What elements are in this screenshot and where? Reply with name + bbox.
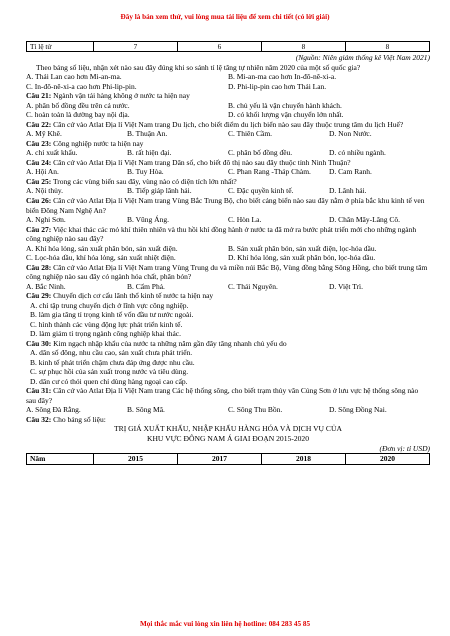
question-number: Câu 25: bbox=[26, 176, 52, 186]
answer-options bbox=[26, 215, 430, 225]
question-number: Câu 27: bbox=[26, 224, 52, 234]
answer-options bbox=[26, 348, 430, 386]
answer-option: C. In-đô-nê-xi-a cao hơn Phi-lip-pin. bbox=[26, 81, 137, 91]
question-q28 bbox=[26, 263, 430, 292]
answer-option: A. Nội thủy. bbox=[26, 186, 64, 196]
table-title-line: TRỊ GIÁ XUẤT KHẨU, NHẬP KHẨU HÀNG HÓA VÀ DỊCH VỤ CỦA bbox=[114, 424, 342, 434]
document-page bbox=[26, 41, 430, 465]
answer-option: B. Sông Mã. bbox=[127, 405, 165, 415]
answer-options bbox=[26, 244, 430, 263]
question-text: Căn cứ vào Atlat Địa lí Việt Nam trang Dân số, cho biết đô thị nào sau đây thuộc tỉnh Ninh Thuận? bbox=[51, 157, 351, 167]
table-header-row bbox=[27, 454, 430, 465]
table-source: (Nguồn: Niên giám thống kê Việt Nam 2021) bbox=[295, 53, 430, 63]
question-text: Ngành vận tải hàng không ở nước ta hiện nay bbox=[51, 91, 190, 101]
answer-option: A. Bắc Ninh. bbox=[26, 281, 66, 291]
answer-options bbox=[26, 148, 430, 158]
answer-options bbox=[26, 72, 430, 91]
answer-option: C. Sông Thu Bồn. bbox=[228, 405, 283, 415]
question-text: Trong các vùng biển sau đây, vùng nào có diện tích lớn nhất? bbox=[51, 176, 237, 186]
answer-option: A. chỉ tập trung chuyển dịch ở lĩnh vực công nghiệp. bbox=[30, 300, 189, 310]
preview-banner: Đây là bản xem thử, vui lòng mua tài liệu để xem chi tiết (có lời giải) bbox=[120, 13, 330, 21]
question-number: Câu 29: bbox=[26, 291, 52, 301]
question-text: Chuyển dịch cơ cấu lãnh thổ kinh tế nước ta hiện nay bbox=[51, 291, 214, 301]
question-stem bbox=[26, 415, 430, 425]
question-q29 bbox=[26, 291, 430, 339]
answer-option: A. Sông Đà Rằng. bbox=[26, 405, 81, 415]
question-q25 bbox=[26, 177, 430, 196]
answer-option: A. dân số đông, nhu cầu cao, sản xuất chưa phát triển. bbox=[30, 348, 193, 358]
question-text: Căn cứ vào Atlat Địa lí Việt Nam trang Vùng Trung du và miền núi Bắc Bộ, Vùng đồng bằng Sông Hồng, cho biết trung tâm công nghiệp nào sau đây có ngành hóa chất, phân bón? bbox=[26, 262, 428, 282]
answer-option: A. phân bố đồng đều trên cả nước. bbox=[26, 100, 130, 110]
question-q23 bbox=[26, 139, 430, 158]
question-stem bbox=[26, 139, 430, 149]
answer-options bbox=[26, 186, 430, 196]
question-number: Câu 28: bbox=[26, 262, 52, 272]
question-text: Căn cứ vào Atlat Địa lí Việt Nam trang Vùng Bắc Trung Bộ, cho biết cảng biển nào sau đây nằm ở phía bắc khu kinh tế ven biển Đông Nam Nghệ An? bbox=[26, 196, 425, 215]
question-q30 bbox=[26, 339, 430, 387]
question-stem bbox=[26, 386, 430, 405]
answer-option: A. Thái Lan cao hơn Mi-an-ma. bbox=[26, 72, 122, 82]
table-header-cell: Năm bbox=[27, 454, 94, 465]
question-stem bbox=[26, 339, 430, 349]
answer-option: C. Thái Nguyên. bbox=[228, 281, 278, 291]
answer-option: C. Đặc quyền kinh tế. bbox=[228, 186, 294, 196]
question-number: Câu 26: bbox=[26, 196, 52, 205]
question-stem bbox=[26, 196, 430, 215]
trade-table bbox=[26, 453, 430, 465]
question-stem bbox=[26, 63, 430, 73]
question-text: Theo bảng số liệu, nhận xét nào sau đây đúng khi so sánh tỉ lệ tăng tự nhiên năm 2020 của một số quốc gia? bbox=[36, 62, 361, 72]
answer-option: A. Hội An. bbox=[26, 167, 59, 177]
table-row bbox=[27, 42, 430, 52]
question-number: Câu 30: bbox=[26, 338, 52, 348]
answer-option: B. Tiếp giáp lãnh hải. bbox=[127, 186, 192, 196]
answer-option: B. Tuy Hòa. bbox=[127, 167, 164, 177]
question-q24 bbox=[26, 158, 430, 177]
answer-option: B. làm gia tăng tỉ trọng kinh tế vốn đầu tư nước ngoài. bbox=[30, 310, 194, 320]
question-q22 bbox=[26, 120, 430, 139]
question-text: Việc khai thác các mỏ khí thiên nhiên và thu hồi khí đồng hành ở nước ta đã mở ra bước phát triển mới cho những ngành công nghiệp nào sau đây? bbox=[26, 224, 417, 244]
question-list bbox=[26, 63, 430, 425]
table-cell: 6 bbox=[178, 42, 262, 52]
table-unit: (Đơn vị: tỉ USD) bbox=[379, 443, 430, 453]
answer-option: D. Non Nước. bbox=[329, 129, 372, 139]
question-stem bbox=[26, 177, 430, 187]
table-title bbox=[26, 424, 430, 443]
question-stem bbox=[26, 263, 430, 282]
answer-option: B. kinh tế phát triển chậm chưa đáp ứng được nhu cầu. bbox=[30, 357, 195, 367]
answer-option: D. Sông Đồng Nai. bbox=[329, 405, 387, 415]
question-number: Câu 21: bbox=[26, 91, 52, 101]
question-text: Căn cứ vào Atlat Địa lí Việt Nam trang Du lịch, cho biết điểm du lịch biển nào sau đây thuộc trung tâm du lịch Huế? bbox=[51, 119, 404, 129]
answer-option: A. Nghi Sơn. bbox=[26, 215, 66, 225]
answer-option: A. Mỹ Khê. bbox=[26, 129, 62, 139]
answer-option: D. dân cư có thói quen chỉ dùng hàng ngoại cao cấp. bbox=[30, 376, 188, 386]
question-q31 bbox=[26, 386, 430, 415]
answer-option: B. Cẩm Phả. bbox=[127, 281, 165, 291]
question-text: Công nghiệp nước ta hiện nay bbox=[51, 138, 144, 148]
stats-table-fragment bbox=[26, 41, 430, 52]
question-text: Kim ngạch nhập khẩu của nước ta những năm gần đây tăng nhanh chủ yếu do bbox=[51, 338, 287, 348]
table-cell: 7 bbox=[94, 42, 178, 52]
answer-option: D. Khí hóa lỏng, sản xuất phân bón, lọc-hóa dầu. bbox=[228, 253, 376, 263]
answer-option: D. Phi-lip-pin cao hơn Thái Lan. bbox=[228, 81, 327, 91]
hotline-banner: Mọi thắc mắc vui lòng xin liên hệ hotline: 084 283 45 85 bbox=[139, 620, 311, 628]
question-number: Câu 31: bbox=[26, 386, 52, 396]
answer-option: D. Lãnh hải. bbox=[329, 186, 367, 196]
answer-options bbox=[26, 282, 430, 292]
question-q21pre bbox=[26, 63, 430, 92]
question-text: Căn cứ vào Atlat Địa lí Việt Nam trang Các hệ thống sông, cho biết trạm thủy văn Củng Sơn ở lưu vực hệ thống sông nào sau đây? bbox=[26, 386, 419, 405]
table-cell: 8 bbox=[346, 42, 430, 52]
answer-option: C. Lọc-hóa dầu, khí hóa lỏng, sản xuất nhiệt điện. bbox=[26, 253, 176, 263]
table-cell: 8 bbox=[262, 42, 346, 52]
question-stem bbox=[26, 291, 430, 301]
question-number: Câu 32: bbox=[26, 414, 52, 424]
table-header-cell: 2018 bbox=[262, 454, 346, 465]
question-number: Câu 24: bbox=[26, 157, 52, 167]
answer-options bbox=[26, 167, 430, 177]
answer-option: B. Sản xuất phân bón, sản xuất điện, lọc-hóa dầu. bbox=[228, 243, 377, 253]
answer-option: D. có nhiều ngành. bbox=[329, 148, 386, 158]
answer-options bbox=[26, 101, 430, 120]
answer-option: C. hình thành các vùng động lực phát triển kinh tế. bbox=[30, 319, 183, 329]
answer-option: D. Chân Mây-Lăng Cô. bbox=[329, 215, 401, 225]
question-q26 bbox=[26, 196, 430, 225]
table-title-line: KHU VỰC ĐÔNG NAM Á GIAI ĐOẠN 2015-2020 bbox=[146, 434, 310, 444]
answer-option: D. Cam Ranh. bbox=[329, 167, 372, 177]
answer-option: B. Vũng Áng. bbox=[127, 215, 169, 225]
answer-option: C. Hòn La. bbox=[228, 215, 262, 225]
question-text: Cho bảng số liệu: bbox=[51, 414, 106, 424]
table-cell: Tỉ lệ tử bbox=[27, 42, 94, 52]
answer-options bbox=[26, 129, 430, 139]
question-q21 bbox=[26, 91, 430, 120]
answer-option: B. Thuận An. bbox=[127, 129, 168, 139]
table-header-cell: 2020 bbox=[346, 454, 430, 465]
answer-option: A. chỉ xuất khẩu. bbox=[26, 148, 78, 158]
answer-option: C. sự phục hồi của sản xuất trong nước và tiêu dùng. bbox=[30, 367, 189, 377]
answer-option: C. hoàn toàn là đường bay nội địa. bbox=[26, 110, 130, 120]
answer-option: B. Mi-an-ma cao hơn In-đô-nê-xi-a. bbox=[228, 72, 337, 82]
question-stem bbox=[26, 91, 430, 101]
question-q27 bbox=[26, 225, 430, 263]
answer-option: B. rất hiện đại. bbox=[127, 148, 172, 158]
question-number: Câu 23: bbox=[26, 138, 52, 148]
answer-options bbox=[26, 301, 430, 339]
answer-option: C. Phan Rang -Tháp Chàm. bbox=[228, 167, 311, 177]
question-stem bbox=[26, 120, 430, 130]
question-stem bbox=[26, 158, 430, 168]
answer-option: B. chủ yếu là vận chuyển hành khách. bbox=[228, 100, 342, 110]
answer-option: D. Việt Trì. bbox=[329, 281, 364, 291]
table-header-cell: 2015 bbox=[94, 454, 178, 465]
answer-option: D. có khối lượng vận chuyển lớn nhất. bbox=[228, 110, 344, 120]
table-header-cell: 2017 bbox=[178, 454, 262, 465]
answer-option: C. phân bố đồng đều. bbox=[228, 148, 293, 158]
question-stem bbox=[26, 225, 430, 244]
answer-options bbox=[26, 405, 430, 415]
question-q32 bbox=[26, 415, 430, 425]
answer-option: C. Thiên Cầm. bbox=[228, 129, 273, 139]
answer-option: D. làm giảm tỉ trọng ngành công nghiệp khai thác. bbox=[30, 329, 182, 339]
question-number: Câu 22: bbox=[26, 119, 52, 129]
answer-option: A. Khí hóa lỏng, sản xuất phân bón, sản xuất điện. bbox=[26, 243, 178, 253]
